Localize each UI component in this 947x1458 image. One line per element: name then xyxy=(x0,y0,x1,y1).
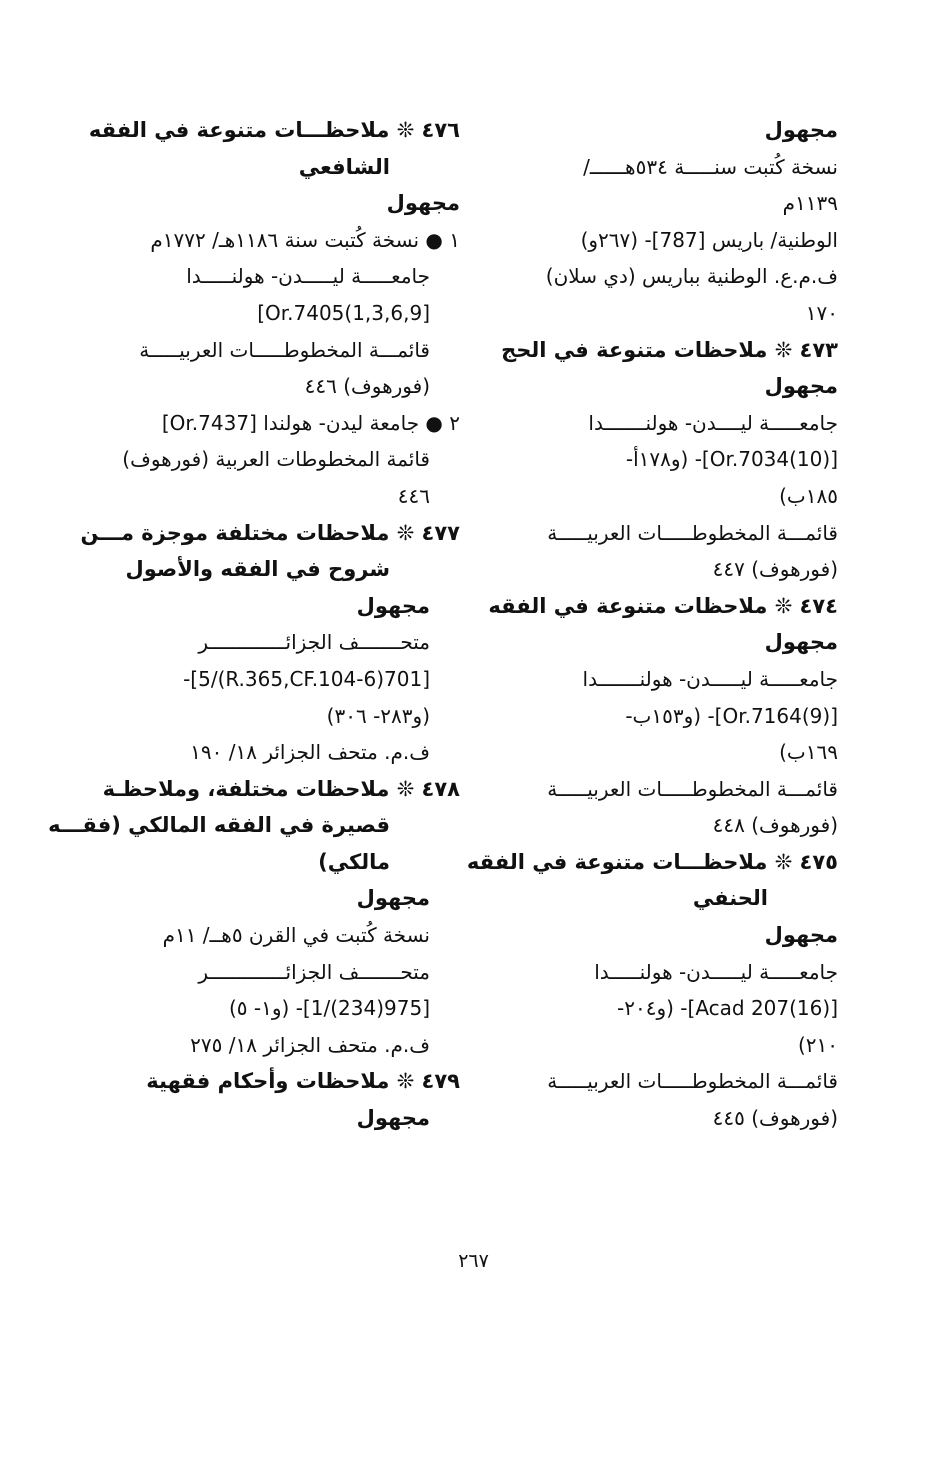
text-line: ف.م.ع. الوطنية بباريس (دي سلان) xyxy=(545,264,838,289)
text-line: [Or.7405(1,3,6,9] xyxy=(257,300,430,325)
text-line: ١١٣٩م xyxy=(782,191,838,216)
text-line: قائمـــة المخطوطـــــات العربيـــــة xyxy=(139,337,430,362)
author-line: مجهول xyxy=(764,630,838,655)
text-line: [Or.7164(9)]- (و١٥٣ب- xyxy=(625,703,838,728)
text-line: الوطنية/ باريس [787]- (٢٦٧و) xyxy=(580,227,838,252)
text-line: [Acad 207(16)]- (و٢٠٤- xyxy=(617,996,838,1021)
text-line: ١ ● نسخة كُتبت سنة ١١٨٦هـ/ ١٧٧٢م xyxy=(150,227,460,252)
entry-heading: قصيرة في الفقه المالكي (فقـــه xyxy=(48,813,390,838)
entry-heading: ٤٧٩ ❊ ملاحظات وأحكام فقهية xyxy=(146,1069,460,1094)
text-line: (فورهوف) ٤٤٥ xyxy=(712,1106,838,1131)
author-line: مجهول xyxy=(356,886,430,911)
entry-heading: ٤٧٨ ❊ ملاحظات مختلفة، وملاحظـة xyxy=(102,776,460,801)
text-line: ١٦٩ب) xyxy=(779,740,838,765)
text-line: جامعـــــة ليـــــدن- هولنـــــدا xyxy=(186,264,430,289)
text-line: [975(234)/1]- (و١- ٥) xyxy=(228,996,430,1021)
text-line: قائمـــة المخطوطـــــات العربيـــــة xyxy=(547,1069,838,1094)
text-line: نسخة كُتبت سنـــــة ٥٣٤هــــــ/ xyxy=(583,154,838,179)
text-line: [701(6-R.365,CF.104)/5]- xyxy=(183,666,430,691)
text-line: قائمة المخطوطات العربية (فورهوف) xyxy=(122,447,430,472)
text-line: ١٨٥ب) xyxy=(779,483,838,508)
text-line: جامعـــــة ليـــــدن- هولنـــــــدا xyxy=(582,666,838,691)
entry-heading: ٤٧٧ ❊ ملاحظات مختلفة موجزة مـــن xyxy=(80,520,460,545)
left-column xyxy=(48,112,460,1137)
text-line: جامعـــــة ليــــدن- هولنـــــــدا xyxy=(588,410,838,435)
entry-heading: ٤٧٣ ❊ ملاحظات متنوعة في الحج xyxy=(501,337,838,362)
text-line: متحـــــــف الجزائـــــــــــــر xyxy=(198,959,430,984)
author-line: مجهول xyxy=(356,593,430,618)
right-column xyxy=(466,112,838,1137)
text-line: قائمـــة المخطوطـــــات العربيـــــة xyxy=(547,520,838,545)
entry-heading: مالكي) xyxy=(318,849,390,874)
text-line: (و٢٨٣- ٣٠٦) xyxy=(326,703,430,728)
text-line: ف.م. متحف الجزائر ١٨/ ١٩٠ xyxy=(190,740,430,765)
text-line: نسخة كُتبت في القرن ٥هــ/ ١١م xyxy=(162,923,430,948)
entry-heading: الحنفي xyxy=(692,886,768,911)
text-line: ٤٤٦ xyxy=(397,483,430,508)
entry-heading: ٤٧٤ ❊ ملاحظات متنوعة في الفقه xyxy=(488,593,838,618)
author-line: مجهول xyxy=(764,374,838,399)
author-line: مجهول xyxy=(764,923,838,948)
entry-heading: ٤٧٥ ❊ ملاحظـــات متنوعة في الفقه xyxy=(466,849,838,874)
text-line: [Or.7034(10)]- (و١٧٨أ- xyxy=(625,447,838,472)
text-line: متحـــــــف الجزائـــــــــــــر xyxy=(198,630,430,655)
entry-heading: شروح في الفقه والأصول xyxy=(125,557,390,582)
author-line: مجهول xyxy=(764,118,838,142)
text-line: (فورهوف) ٤٤٧ xyxy=(712,557,838,582)
text-line: ١٧٠ xyxy=(805,300,838,325)
author-line: مجهول xyxy=(386,191,460,216)
text-line: (فورهوف) ٤٤٦ xyxy=(304,374,430,399)
text-line: جامعـــــة ليـــــدن- هولنـــــدا xyxy=(594,959,838,984)
text-line: ٢١٠) xyxy=(797,1032,838,1057)
text-line: قائمـــة المخطوطـــــات العربيـــــة xyxy=(547,776,838,801)
text-line: ف.م. متحف الجزائر ١٨/ ٢٧٥ xyxy=(190,1032,430,1057)
author-line: مجهول xyxy=(356,1106,430,1131)
text-line: (فورهوف) ٤٤٨ xyxy=(712,813,838,838)
page-number: ٢٦٧ xyxy=(458,1250,489,1272)
entry-heading: الشافعي xyxy=(298,154,390,179)
entry-heading: ٤٧٦ ❊ ملاحظـــات متنوعة في الفقه xyxy=(88,118,460,142)
text-line: ٢ ● جامعة ليدن- هولندا [Or.7437] xyxy=(161,410,460,435)
